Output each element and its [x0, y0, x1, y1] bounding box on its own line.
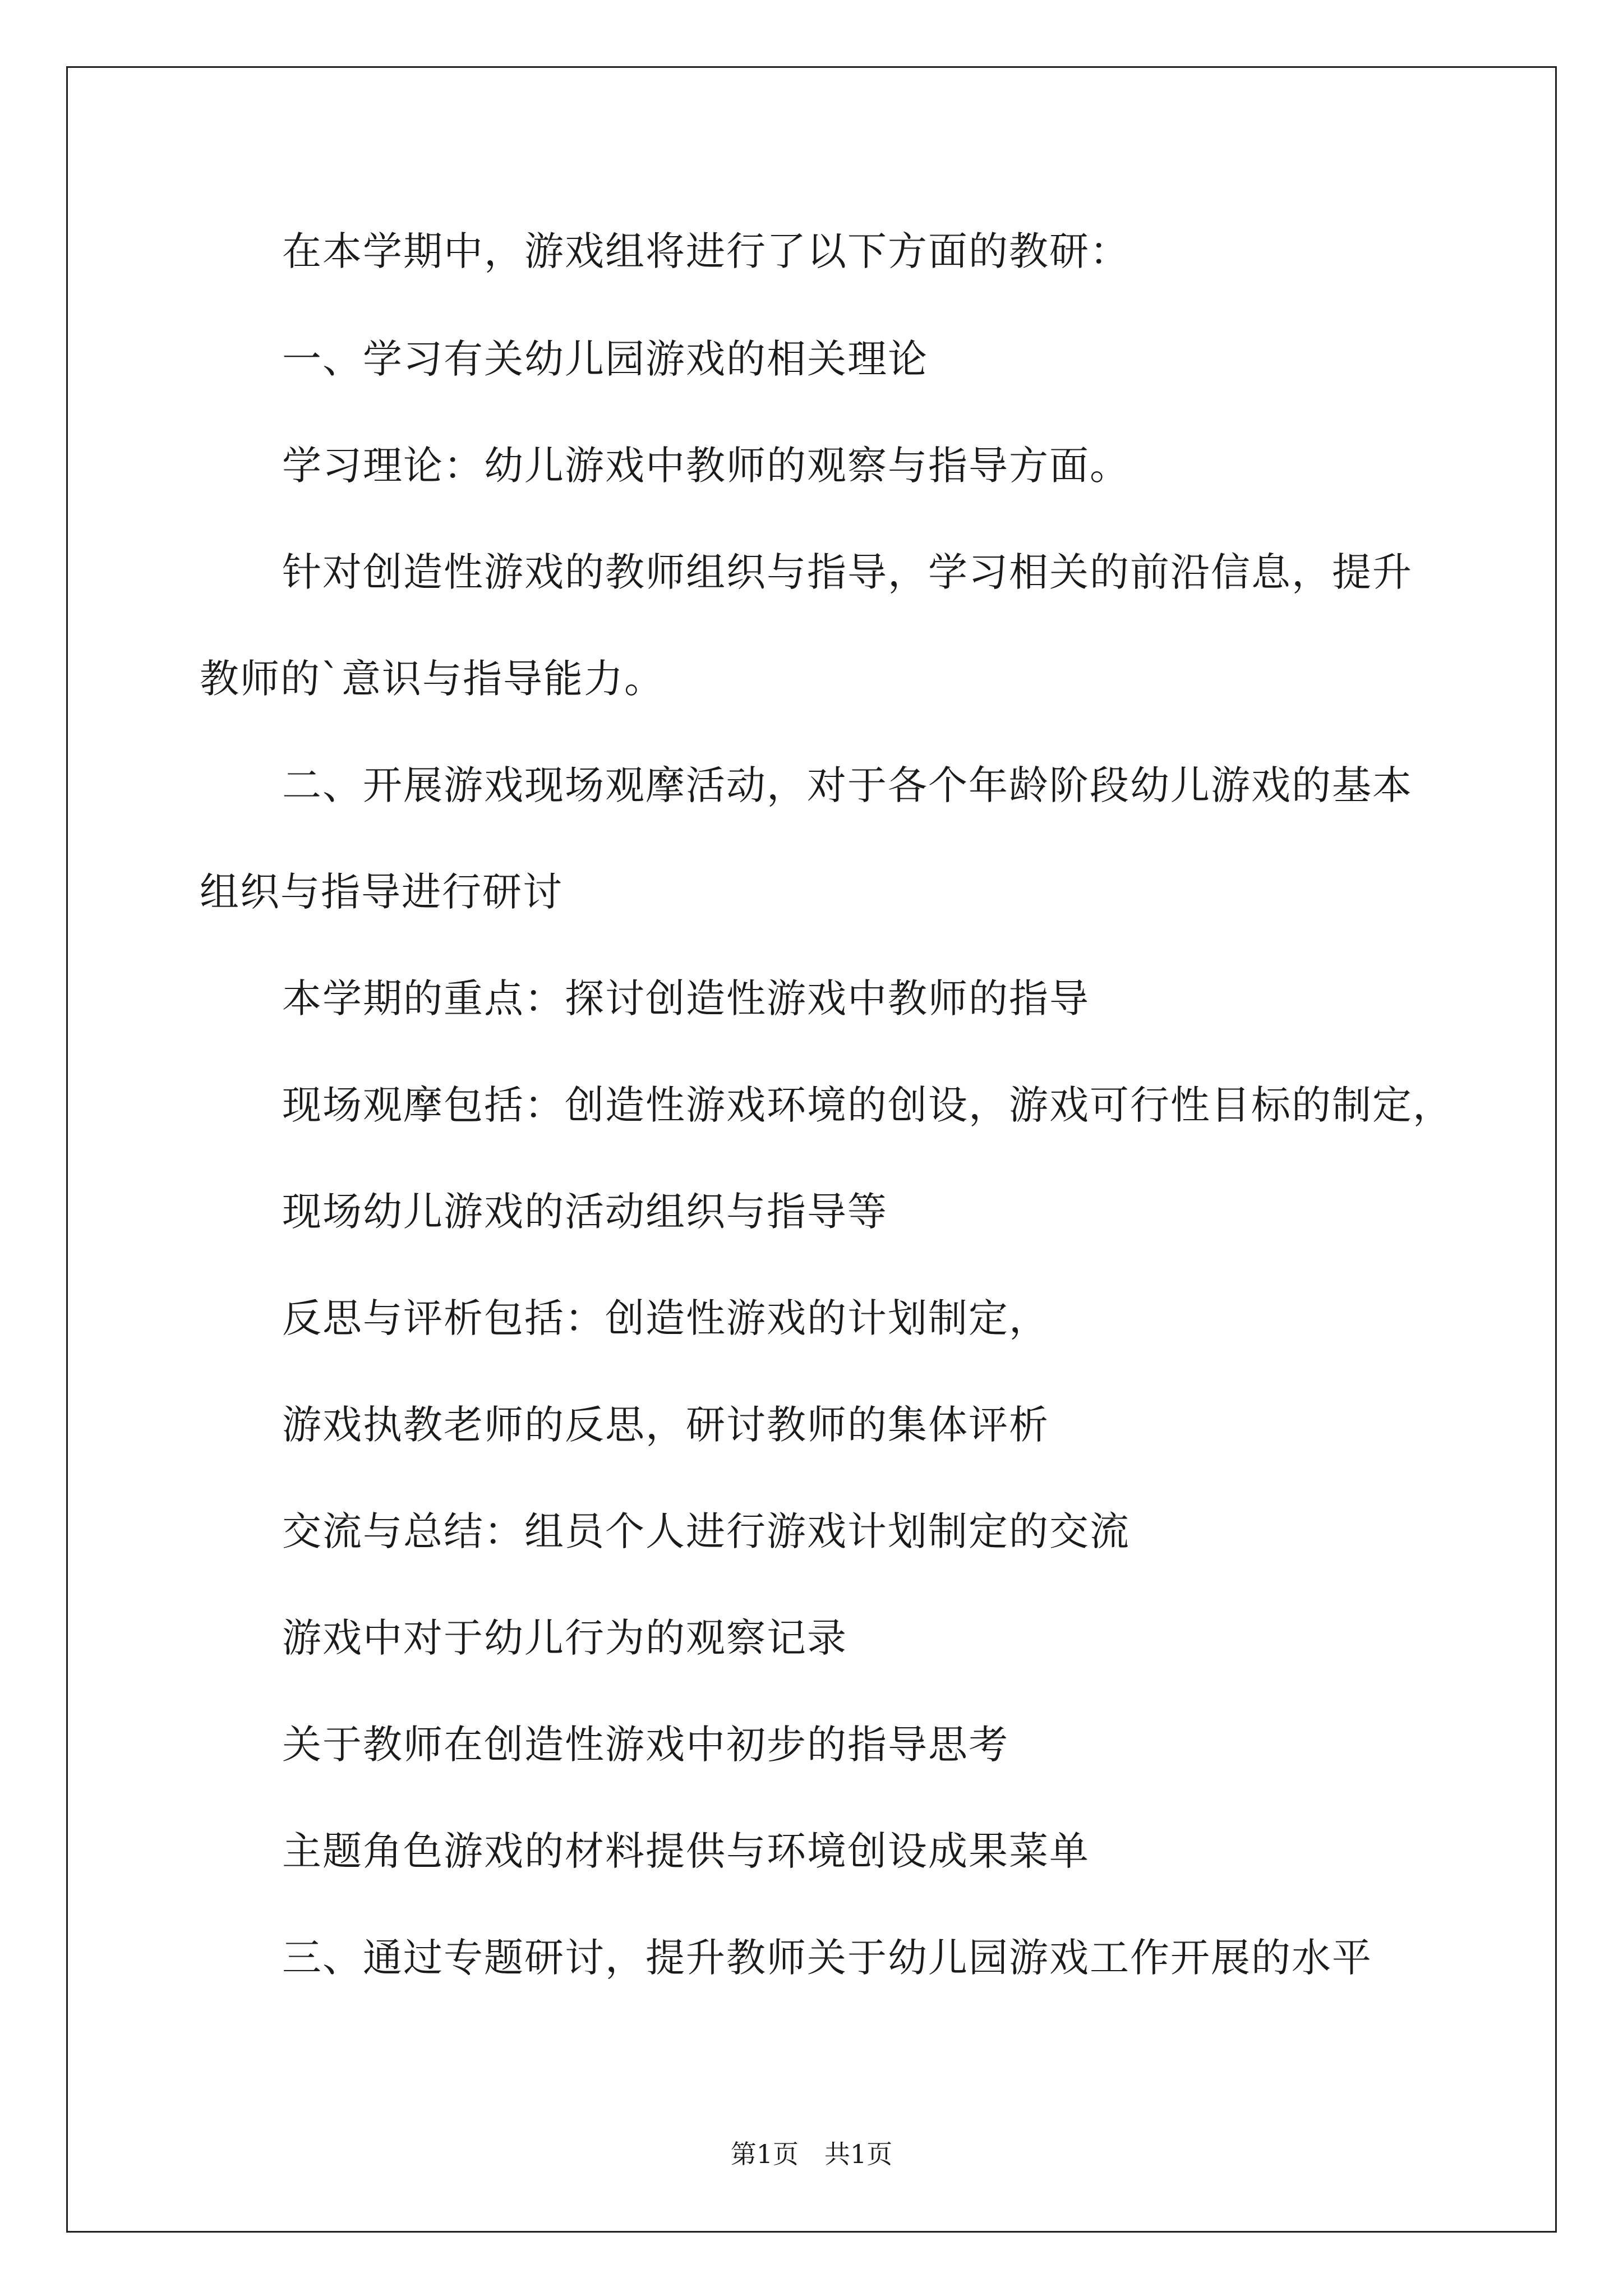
- paragraph-line: 在本学期中，游戏组将进行了以下方面的教研：: [282, 228, 1130, 274]
- paragraph-line: 现场观摩包括：创造性游戏环境的创设，游戏可行性目标的制定，: [282, 1082, 1453, 1128]
- page-number-footer: 第1页 共1页: [730, 2139, 893, 2169]
- paragraph-line: 现场幼儿游戏的活动组织与指导等: [282, 1189, 888, 1235]
- section-heading-3: 三、通过专题研讨，提升教师关于幼儿园游戏工作开展的水平: [282, 1935, 1372, 1981]
- section-heading-1: 一、学习有关幼儿园游戏的相关理论: [282, 336, 928, 382]
- paragraph-line: 游戏中对于幼儿行为的观察记录: [282, 1615, 847, 1661]
- paragraph-line: 主题角色游戏的材料提供与环境创设成果菜单: [282, 1828, 1090, 1874]
- paragraph-line: 本学期的重点：探讨创造性游戏中教师的指导: [282, 976, 1090, 1022]
- paragraph-line: 针对创造性游戏的教师组织与指导，学习相关的前沿信息，提升: [282, 549, 1413, 595]
- section-heading-2: 二、开展游戏现场观摩活动，对于各个年龄阶段幼儿游戏的基本: [282, 762, 1413, 808]
- paragraph-line: 交流与总结：组员个人进行游戏计划制定的交流: [282, 1508, 1130, 1554]
- section-heading-2-continued: 组织与指导进行研讨: [200, 869, 563, 915]
- paragraph-line: 关于教师在创造性游戏中初步的指导思考: [282, 1722, 1009, 1768]
- page-border: [66, 66, 1557, 2233]
- paragraph-line: 反思与评析包括：创造性游戏的计划制定，: [282, 1295, 1049, 1341]
- paragraph-line-continued: 教师的`意识与指导能力。: [200, 656, 665, 702]
- paragraph-line: 学习理论：幼儿游戏中教师的观察与指导方面。: [282, 443, 1130, 489]
- paragraph-line: 游戏执教老师的反思，研讨教师的集体评析: [282, 1402, 1049, 1448]
